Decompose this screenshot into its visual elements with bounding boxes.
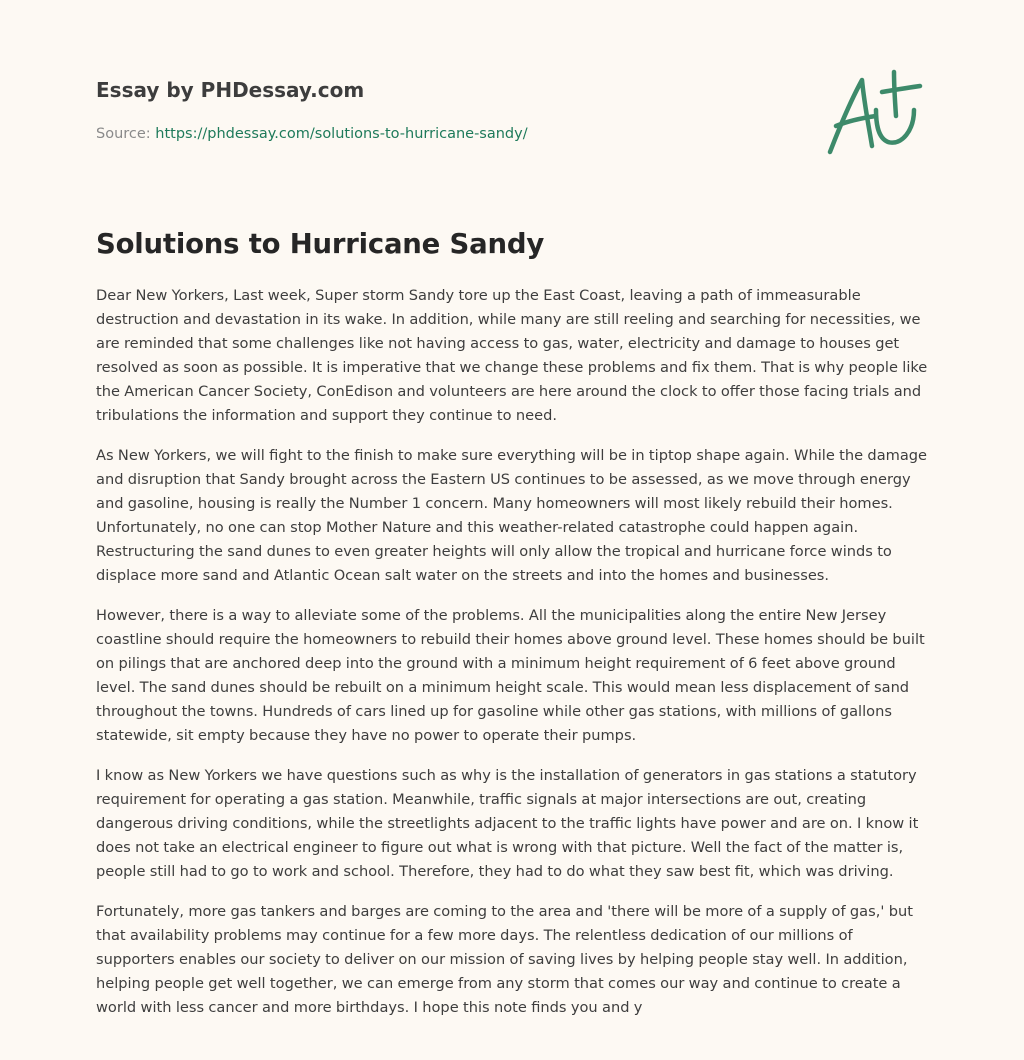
site-brand: Essay by PHDessay.com [96,78,365,102]
a-plus-logo-icon [818,66,928,166]
essay-body [96,284,930,1054]
essay-paragraph: As New Yorkers, we will fight to the finish to make sure everything will be in tiptop shape again. While the damage and disruption that Sandy brought across the Eastern US continues to be assessed, as we move through energy and gasoline, housing is really the Number 1 concern. Many homeowners will most likely rebuild their homes. Unfortunately, no one can stop Mother Nature and this weather-related catastrophe could happen again. Restructuring the sand dunes to even greater heights will only allow the tropical and hurricane force winds to displace more sand and Atlantic Ocean salt water on the streets and into the homes and businesses. [96,447,928,584]
essay-paragraph: Dear New Yorkers, Last week, Super storm Sandy tore up the East Coast, leaving a path of immeasurable destruction and devastation in its wake. In addition, while many are still reeling and searching for necessities, we are reminded that some challenges like not having access to gas, water, electricity and damage to houses get resolved as soon as possible. It is imperative that we change these problems and fix them. That is why people like the American Cancer Society, ConEdison and volunteers are here around the clock to offer those facing trials and tribulations the information and support they continue to need. [96,287,928,424]
essay-title: Solutions to Hurricane Sandy [96,228,545,260]
essay-paragraph: I know as New Yorkers we have questions such as why is the installation of generators in gas stations a statutory requirement for operating a gas station. Meanwhile, traffic signals at major intersections are out, creating dangerous driving conditions, while the streetlights adjacent to the traffic lights have power and are on. I know it does not take an electrical engineer to figure out what is wrong with that picture. Well the fact of the matter is, people still had to go to work and school. Therefore, they had to do what they saw best fit, which was driving. [96,767,919,880]
source-line [96,124,528,144]
essay-paragraph: However, there is a way to alleviate some of the problems. All the municipalities along the entire New Jersey coastline should require the homeowners to rebuild their homes above ground level. These homes should be built on pilings that are anchored deep into the ground with a minimum height requirement of 6 feet above ground level. The sand dunes should be rebuilt on a minimum height scale. This would mean less displacement of sand throughout the towns. Hundreds of cars lined up for gasoline while other gas stations, with millions of gallons statewide, sit empty because they have no power to operate their pumps. [96,607,925,744]
essay-paragraph: Fortunately, more gas tankers and barges are coming to the area and 'there will be more of a supply of gas,' but that availability problems may continue for a few more days. The relentless dedication of our millions of supporters enables our society to deliver on our mission of saving lives by helping people stay well. In addition, helping people get well together, we can emerge from any storm that comes our way and continue to create a world with less cancer and more birthdays. I hope this note finds you and y [96,903,913,1016]
source-link[interactable]: https://phdessay.com/solutions-to-hurricane-sandy/ [155,126,528,142]
source-label: Source: [96,126,156,142]
page-header [96,76,928,166]
